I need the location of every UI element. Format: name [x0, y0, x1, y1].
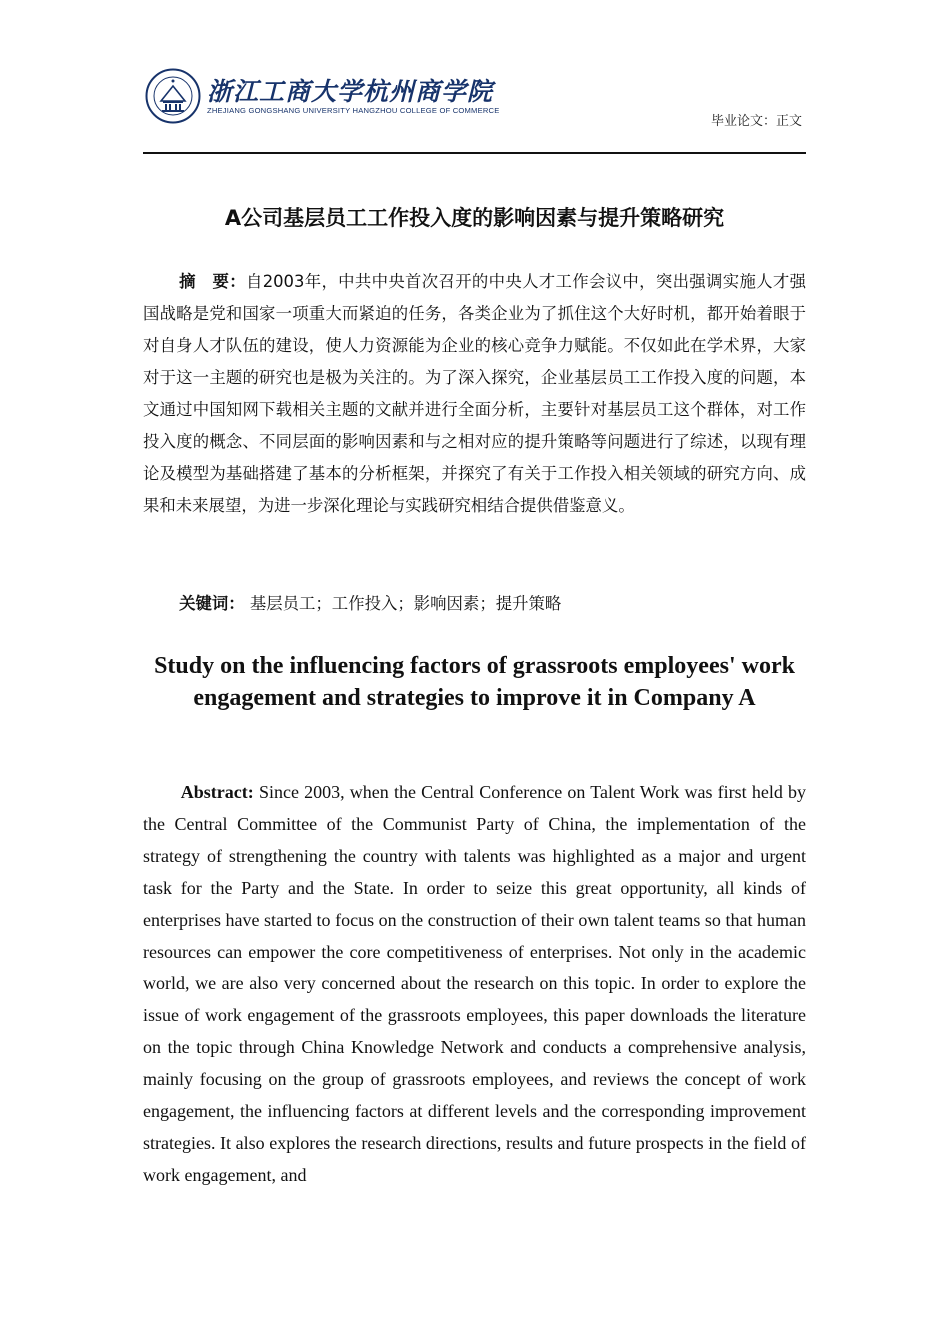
abstract-cn [143, 266, 806, 522]
paper-title-cn: A公司基层员工工作投入度的影响因素与提升策略研究 [224, 206, 725, 230]
page-header [143, 64, 806, 154]
abstract-label-en: Abstract: [180, 782, 254, 802]
university-logo [207, 78, 499, 116]
abstract-label-cn: 摘 要： [179, 272, 246, 291]
university-seal-icon [145, 68, 201, 124]
abstract-text-cn: 自2003年，中共中央首次召开的中央人才工作会议中，突出强调实施人才强国战略是党和国家一项重大而紧迫的任务，各类企业为了抓住这个大好时机，都开始着眼于对自身人才队伍的建设，使人力资源能为企业的核心竞争力赋能。不仅如此在学术界，大家对于这一主题的研究也是极为关注的。为了深入探究，企业基层员工工作投入度的问题，本文通过中国知网下载相关主题的文献并进行全面分析，主要针对基层员工这个群体，对工作投入度的概念、不同层面的影响因素和与之相对应的提升策略等问题进行了综述，以现有理论及模型为基础搭建了基本的分析框架，并探究了有关于工作投入相关领域的研究方向、成果和未来展望，为进一步深化理论与实践研究相结合提供借鉴意义。 [143, 272, 807, 515]
keywords-cn [143, 588, 806, 620]
abstract-text-en: Since 2003, when the Central Conference on Talent Work was first held by the Central Committee of the Communist Party of China, the implementation of the strategy of strengthening the country with talents was highlighted as a major and urgent task for the Party and the State. In order to seize this great opportunity, all kinds of enterprises have started to focus on the construction of their own talent teams so that human resources can empower the core competitiveness of enterprises. Not only in the academic world, we are also very concerned about the research on this topic. In order to explore the issue of work engagement of the grassroots employees, this paper downloads the literature on the topic through China Knowledge Network and conducts a comprehensive analysis, mainly focusing on the group of grassroots employees, and reviews the concept of work engagement, the influencing factors at different levels and the corresponding improvement strategies. It also explores the research directions, results and future prospects in the field of work engagement, and [143, 782, 806, 1185]
university-name-en: ZHEJIANG GONGSHANG UNIVERSITY HANGZHOU COLLEGE OF COMMERCE [207, 106, 500, 115]
university-name-cn: 浙江工商大学杭州商学院 [207, 77, 494, 106]
keywords-text-cn: 基层员工；工作投入；影响因素；提升策略 [249, 594, 562, 613]
keywords-label-cn: 关键词： [179, 594, 245, 613]
paper-title-en: Study on the influencing factors of grassroots employees' work engagement and strategies to improve it in Company A [154, 653, 795, 711]
abstract-en [143, 777, 806, 1192]
section-label: 毕业论文：正文 [710, 114, 802, 129]
